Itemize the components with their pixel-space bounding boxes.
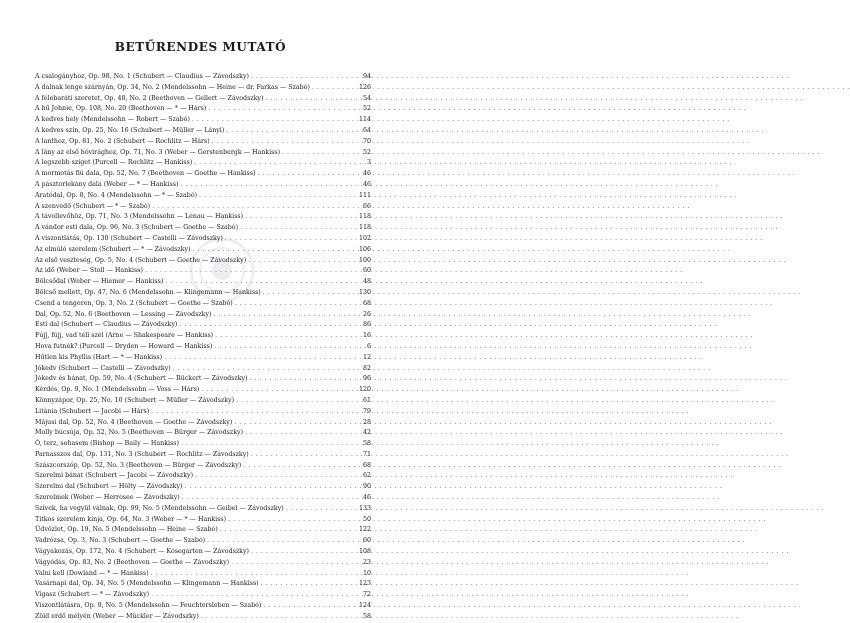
index-entry xyxy=(35,277,371,288)
dot-leader xyxy=(181,439,353,450)
index-entry xyxy=(35,493,371,504)
index-entry xyxy=(35,590,371,601)
index-entry xyxy=(35,288,371,299)
entry-page-number: 106 xyxy=(358,245,371,253)
entry-page-number: 58 xyxy=(362,440,371,448)
index-entry xyxy=(35,482,371,493)
dot-leader xyxy=(282,148,353,159)
dot-leader xyxy=(207,536,353,547)
index-entry xyxy=(35,331,371,342)
entry-title: A szenvedő (Schubert — * — Szabó) xyxy=(35,202,151,210)
index-entry xyxy=(35,234,371,245)
dot-leader xyxy=(184,482,353,493)
entry-page-number: 61 xyxy=(362,396,371,404)
dot-leader xyxy=(201,612,353,623)
entry-page-number: 123 xyxy=(358,580,371,588)
entry-page-number: 70 xyxy=(362,137,371,145)
dot-leader xyxy=(240,223,353,234)
index-entry xyxy=(35,299,371,310)
index-entry xyxy=(35,126,371,137)
index-page xyxy=(0,0,401,620)
index-entry xyxy=(35,439,371,450)
entry-title: Vadrózsa, Op. 3, No. 3 (Schubert — Goethe — Szabó) xyxy=(35,537,206,545)
entry-page-number: 60 xyxy=(362,267,371,275)
index-entry xyxy=(35,547,371,558)
dot-leader xyxy=(165,277,353,288)
entry-page-number: 10 xyxy=(362,569,371,577)
entry-title: A kedves hely (Mendelssohn — Robert — Szabó) xyxy=(35,116,190,124)
entry-title: A dalnak lenge szárnyán, Op. 34, No. 2 (Mendelssohn — Heine — dr. Farkas — Szabó) xyxy=(35,83,310,91)
index-entry xyxy=(35,115,371,126)
entry-page-number: 126 xyxy=(358,83,371,91)
entry-title: Májusi dal, Op. 52, No. 4 (Beethoven — Goethe — Závodszky) xyxy=(35,418,233,426)
entry-page-number: 50 xyxy=(362,515,371,523)
dot-leader xyxy=(213,310,353,321)
entry-page-number: 130 xyxy=(358,288,371,296)
entry-page-number: 64 xyxy=(362,126,371,134)
entry-page-number: 60 xyxy=(362,537,371,545)
dot-leader xyxy=(179,320,353,331)
entry-title: Jókedv és bánat, Op. 59, No. 4 (Schubert — Rückert — Závodszky) xyxy=(35,375,248,383)
entry-title: Fújj, fújj, vad téli szél (Arne — Shakespeare — Hankiss) xyxy=(35,332,214,340)
entry-page-number: 86 xyxy=(362,321,371,329)
dot-leader xyxy=(265,94,353,105)
index-entry xyxy=(35,158,371,169)
entry-page-number: 68 xyxy=(362,299,371,307)
entry-title: Bölcső mellett, Op. 47, No. 6 (Mendelssohn — Klingemann — Hankiss) xyxy=(35,288,261,296)
index-entry xyxy=(35,536,371,547)
index-entry xyxy=(35,579,371,590)
entry-page-number: 26 xyxy=(362,310,371,318)
index-entry xyxy=(35,396,371,407)
entry-page-number: 122 xyxy=(358,526,371,534)
entry-title: Kérdés, Op. 9, No. 1 (Mendelssohn — Voss — Hárs) xyxy=(35,386,200,394)
dot-leader xyxy=(195,471,353,482)
index-entry xyxy=(35,223,371,234)
index-entry xyxy=(35,83,371,94)
entry-title: Jókedv (Schubert — Castelli — Závodszky) xyxy=(35,364,171,372)
entry-title: Valni kell (Dowland — * — Hankiss) xyxy=(35,569,149,577)
dot-leader xyxy=(199,191,353,202)
index-entry xyxy=(35,418,371,429)
dot-leader xyxy=(212,137,353,148)
dot-leader xyxy=(214,342,353,353)
entry-title: Zöld erdő mélyén (Weber — Mückler — Závodszky) xyxy=(35,612,199,620)
entry-page-number: 42 xyxy=(362,429,371,437)
index-entry xyxy=(35,374,371,385)
index-entry xyxy=(35,428,371,439)
dot-leader xyxy=(251,72,353,83)
index-entry xyxy=(35,191,371,202)
entry-title: Vigasz (Schubert — * — Závodszky) xyxy=(35,591,150,599)
entry-page-number: 66 xyxy=(362,202,371,210)
dot-leader xyxy=(220,525,353,536)
index-entry xyxy=(35,245,371,256)
dot-leader xyxy=(245,212,353,223)
index-entry xyxy=(35,364,371,375)
dot-leader xyxy=(250,374,353,385)
dot-leader xyxy=(286,504,353,515)
entry-title: Viszontlátásra, Op. 9, No. 5 (Mendelssohn — Feuchtersleben — Szabó) xyxy=(35,602,262,610)
index-entry xyxy=(35,450,371,461)
index-entry xyxy=(35,569,371,580)
entry-page-number: 100 xyxy=(358,256,371,264)
dot-leader xyxy=(235,299,353,310)
entry-title: A lanthoz, Op. 81, No. 2 (Schubert — Rochlitz — Hárs) xyxy=(35,137,210,145)
dot-leader xyxy=(234,418,353,429)
entry-page-number: 16 xyxy=(362,332,371,340)
dot-leader xyxy=(251,547,353,558)
index-entry xyxy=(35,202,371,213)
dot-leader xyxy=(192,115,353,126)
index-entry xyxy=(35,461,371,472)
entry-title: Ó, terz, sohasem (Bishop — Baily — Hankiss) xyxy=(35,440,179,448)
index-entry xyxy=(35,180,371,191)
dot-leader xyxy=(231,558,353,569)
entry-title: A mormotás fiú dala, Op. 52, No. 7 (Beethoven — Goethe — Hankiss) xyxy=(35,170,256,178)
dot-leader xyxy=(180,180,353,191)
entry-title: Az elmúló szerelem (Schubert — * — Závodszky) xyxy=(35,245,191,253)
entry-title: A távollevőhöz, Op. 71, No. 3 (Mendelssohn — Lenau — Hankiss) xyxy=(35,213,244,221)
dot-leader xyxy=(236,396,353,407)
entry-page-number: 6 xyxy=(366,342,371,350)
entry-page-number: 23 xyxy=(362,558,371,566)
entry-title: A csalogányhoz, Op. 98, No. 1 (Schubert — Claudius — Závodszky) xyxy=(35,73,250,80)
entry-page-number: 79 xyxy=(362,407,371,415)
dot-leader xyxy=(225,234,353,245)
entry-title: A vándor esti dala, Op. 96, No. 3 (Schubert — Goethe — Szabó) xyxy=(35,224,239,232)
entry-page-number: 28 xyxy=(362,418,371,426)
entry-title: Csend a tengeren, Op. 3, No. 2 (Schubert — Goethe — Szabó) xyxy=(35,299,233,307)
index-entry xyxy=(35,310,371,321)
index-entry xyxy=(35,72,371,83)
index-entry xyxy=(35,353,371,364)
entry-title: Szerelmi dal (Schubert — Hölty — Závodszky) xyxy=(35,483,183,491)
entry-page-number: 96 xyxy=(362,375,371,383)
entry-page-number: 62 xyxy=(362,472,371,480)
page-title: BETŰRENDES MUTATÓ xyxy=(114,40,287,54)
entry-title: A legszebb sziget (Purcell — Rochlitz — Hankiss) xyxy=(35,159,193,167)
entry-title: Vágyakozás, Op. 172, No. 4 (Schubert — Kosegarten — Závodszky) xyxy=(35,548,249,556)
index-entry xyxy=(35,385,371,396)
entry-title: Hova futnék? (Purcell — Dryden — Howard — Hankiss) xyxy=(35,342,213,350)
entry-title: Molly búcsúja, Op. 52, No. 5 (Beethoven — Bürger — Závodszky) xyxy=(35,429,244,437)
entry-title: Az első veszteség, Op. 5, No. 4 (Schubert — Goethe — Závodszky) xyxy=(35,256,247,264)
entry-page-number: 12 xyxy=(362,353,371,361)
index-entry xyxy=(35,558,371,569)
index-entry xyxy=(35,320,371,331)
index-entry xyxy=(35,525,371,536)
dot-leader xyxy=(145,266,353,277)
dot-leader xyxy=(208,104,353,115)
index-entry xyxy=(35,137,371,148)
entry-title: A pásztorlekány dala (Weber — * — Hankiss) xyxy=(35,180,179,188)
index-entry xyxy=(35,212,371,223)
entry-title: Szászcorszóp, Op. 52, No. 3 (Beethoven — Bürger — Závodszky) xyxy=(35,461,242,469)
dot-leader xyxy=(245,428,353,439)
dot-leader xyxy=(226,126,353,137)
dot-leader xyxy=(151,407,353,418)
entry-title: A viszontlátás, Op. 130 (Schubert — Castelli — Závodszky) xyxy=(35,234,223,242)
index-list xyxy=(35,72,371,623)
index-entry xyxy=(35,266,371,277)
entry-title: Aratódal, Op. 8, No. 4 (Mendelssohn — * — Szabó) xyxy=(35,191,198,199)
index-entry xyxy=(35,471,371,482)
entry-page-number: 90 xyxy=(362,483,371,491)
dot-leader xyxy=(215,331,353,342)
index-entry xyxy=(35,407,371,418)
entry-title: Vágyódás, Op. 83, No. 2 (Beethoven — Goethe — Závodszky) xyxy=(35,558,230,566)
index-entry xyxy=(35,148,371,159)
entry-title: Szívek, ha vegyül válnak, Op. 99, No. 5 (Mendelssohn — Geibel — Závodszky) xyxy=(35,504,284,512)
entry-page-number: 52 xyxy=(362,105,371,113)
dot-leader xyxy=(152,202,353,213)
entry-page-number: 133 xyxy=(358,504,371,512)
index-entry xyxy=(35,601,371,612)
dot-leader xyxy=(251,450,353,461)
entry-page-number: 102 xyxy=(358,234,371,242)
entry-title: Bölcsődal (Weber — Hiemer — Hankiss) xyxy=(35,278,164,286)
entry-title: Üdvözlet, Op. 19, No. 5 (Mendelssohn — Heine — Szabó) xyxy=(35,526,218,534)
dot-leader xyxy=(248,256,353,267)
entry-page-number: 3 xyxy=(366,159,371,167)
index-entry xyxy=(35,515,371,526)
entry-page-number: 71 xyxy=(362,450,371,458)
entry-page-number: 72 xyxy=(362,591,371,599)
dot-leader xyxy=(263,601,353,612)
index-entry xyxy=(35,169,371,180)
entry-page-number: 124 xyxy=(358,602,371,610)
entry-title: Könnyzápor, Op. 25, No. 10 (Schubert — Müller — Závodszky) xyxy=(35,396,235,404)
entry-title: Esti dal (Schubert — Claudius — Závodszky) xyxy=(35,321,178,329)
entry-page-number: 52 xyxy=(362,148,371,156)
entry-page-number: 48 xyxy=(362,278,371,286)
dot-leader xyxy=(263,288,353,299)
entry-page-number: 94 xyxy=(362,73,371,80)
dot-leader xyxy=(151,569,353,580)
entry-page-number: 108 xyxy=(358,548,371,556)
dot-leader xyxy=(258,169,353,180)
entry-page-number: 68 xyxy=(362,461,371,469)
entry-page-number: 120 xyxy=(358,386,371,394)
entry-title: Hűtlen kis Phyllis (Hart — * — Hankiss) xyxy=(35,353,163,361)
dot-leader xyxy=(228,515,353,526)
dot-leader xyxy=(261,579,353,590)
dot-leader xyxy=(193,245,353,256)
entry-title: Vasárnapi dal, Op. 34, No. 5 (Mendelssohn — Klingemann — Hankiss) xyxy=(35,580,259,588)
entry-page-number: 46 xyxy=(362,180,371,188)
dot-leader xyxy=(201,385,353,396)
entry-title: Litánia (Schubert — Jacobi — Hárs) xyxy=(35,407,150,415)
entry-title: A félebaráti szeretet, Op. 48, No. 2 (Beethoven — Gellert — Závodszky) xyxy=(35,94,264,102)
entry-page-number: 46 xyxy=(362,170,371,178)
index-entry xyxy=(35,504,371,515)
index-entry xyxy=(35,342,371,353)
entry-page-number: 111 xyxy=(358,191,371,199)
entry-title: A hű Johnie, Op. 108, No. 20 (Beethoven — * — Hárs) xyxy=(35,105,207,113)
entry-page-number: 54 xyxy=(362,94,371,102)
entry-title: Parnasszos dal, Op. 131, No. 3 (Schubert — Rochlitz — Závodszky) xyxy=(35,450,249,458)
entry-title: Az idő (Weber — Stoll — Hankiss) xyxy=(35,267,143,275)
dot-leader xyxy=(312,83,353,94)
entry-page-number: 82 xyxy=(362,364,371,372)
index-entry xyxy=(35,612,371,623)
dot-leader xyxy=(194,158,353,169)
entry-title: A kedves szín, Op. 25, No. 16 (Schubert — Müller — Lányi) xyxy=(35,126,225,134)
dot-leader xyxy=(151,590,353,601)
entry-title: Titkos szerelem kínja, Op. 64, No. 3 (Weber — * — Hankiss) xyxy=(35,515,227,523)
entry-page-number: 118 xyxy=(358,213,371,221)
entry-page-number: 118 xyxy=(358,224,371,232)
dot-leader xyxy=(164,353,353,364)
entry-title: Dal, Op. 52, No. 6 (Beethoven — Lessing — Závodszky) xyxy=(35,310,212,318)
entry-title: A lány az első hóvirághoz, Op. 71, No. 3 (Weber — Gerstenbergk — Hankiss) xyxy=(35,148,281,156)
dot-leader xyxy=(243,461,353,472)
dot-leader xyxy=(173,364,353,375)
index-entry xyxy=(35,104,371,115)
index-entry xyxy=(35,256,371,267)
entry-title: Szerelmek (Weber — Herrosee — Závodszky) xyxy=(35,494,180,502)
entry-page-number: 46 xyxy=(362,494,371,502)
entry-title: Szerelmi bánat (Schubert — Jacobi — Závodszky) xyxy=(35,472,194,480)
dot-leader xyxy=(182,493,353,504)
entry-page-number: 114 xyxy=(358,116,371,124)
entry-page-number: 58 xyxy=(362,612,371,620)
index-entry xyxy=(35,94,371,105)
